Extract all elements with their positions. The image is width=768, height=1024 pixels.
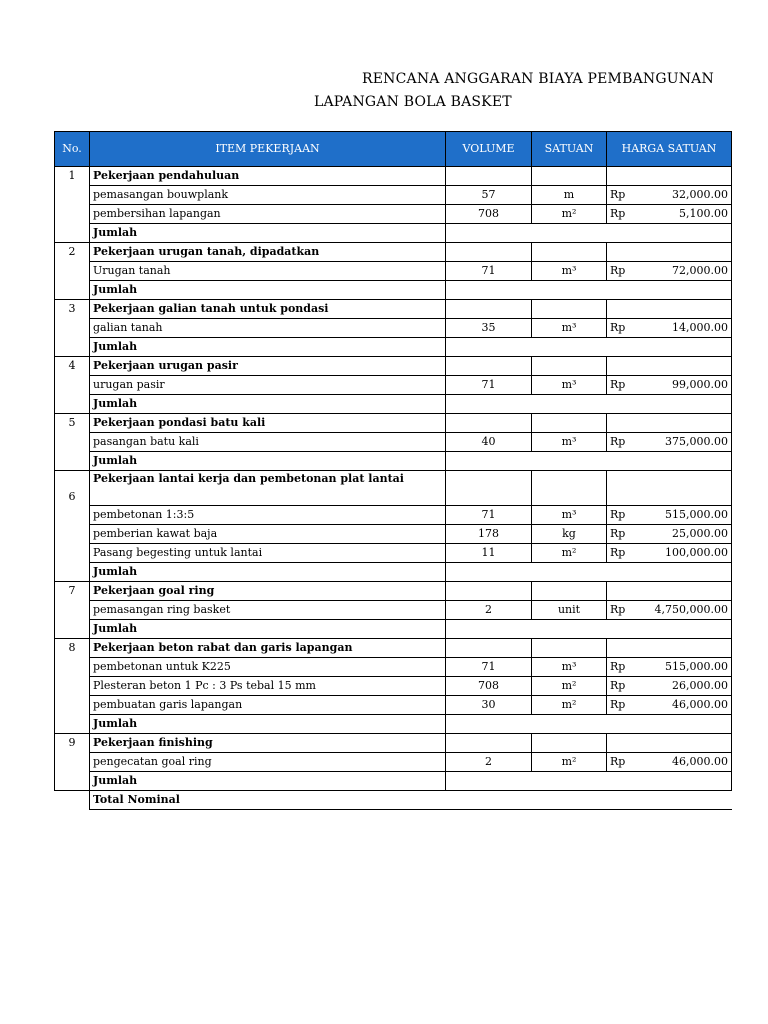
item-name: Plesteran beton 1 Pc : 3 Ps tebal 15 mm <box>90 677 446 696</box>
item-price-cell <box>607 677 732 696</box>
section-number: 4 <box>55 357 90 376</box>
table-row <box>55 658 732 677</box>
jumlah-value-cell <box>446 772 732 791</box>
section-volume-cell <box>446 734 532 753</box>
item-price: 100,000.00 <box>665 546 728 559</box>
jumlah-value-cell <box>446 452 732 471</box>
table-row <box>55 544 732 563</box>
jumlah-value-cell <box>446 338 732 357</box>
currency-label: Rp <box>610 603 626 616</box>
section-title: Pekerjaan finishing <box>90 734 446 753</box>
price-wrap <box>610 753 728 771</box>
row-number-cell <box>55 601 90 620</box>
jumlah-label: Jumlah <box>90 338 446 357</box>
jumlah-label: Jumlah <box>90 452 446 471</box>
jumlah-value-cell <box>446 281 732 300</box>
price-wrap <box>610 525 728 543</box>
item-name: Pasang begesting untuk lantai <box>90 544 446 563</box>
header-no: No. <box>55 132 90 167</box>
price-wrap <box>610 205 728 223</box>
price-wrap <box>610 658 728 676</box>
jumlah-row <box>55 620 732 639</box>
table-row <box>55 262 732 281</box>
section-price-cell <box>607 734 732 753</box>
section-number: 8 <box>55 639 90 658</box>
item-volume: 71 <box>446 506 532 525</box>
jumlah-row <box>55 281 732 300</box>
item-price-cell <box>607 753 732 772</box>
table-header-row <box>55 132 732 167</box>
item-price: 14,000.00 <box>672 321 728 334</box>
currency-label: Rp <box>610 660 626 673</box>
item-price-cell <box>607 319 732 338</box>
section-number: 6 <box>55 471 90 506</box>
section-row <box>55 243 732 262</box>
item-volume: 71 <box>446 658 532 677</box>
total-label: Total Nominal <box>90 791 446 810</box>
section-title: Pekerjaan galian tanah untuk pondasi <box>90 300 446 319</box>
item-volume: 35 <box>446 319 532 338</box>
price-wrap <box>610 433 728 451</box>
item-volume: 30 <box>446 696 532 715</box>
table-row <box>55 376 732 395</box>
table-row <box>55 186 732 205</box>
section-price-cell <box>607 471 732 506</box>
jumlah-value-cell <box>446 395 732 414</box>
section-row <box>55 167 732 186</box>
currency-label: Rp <box>610 546 626 559</box>
section-volume-cell <box>446 582 532 601</box>
table-row <box>55 677 732 696</box>
total-value-cell <box>446 791 732 810</box>
section-unit-cell <box>532 639 607 658</box>
budget-table <box>54 131 732 810</box>
row-number-cell <box>55 772 90 791</box>
section-volume-cell <box>446 414 532 433</box>
row-number-cell <box>55 319 90 338</box>
section-price-cell <box>607 582 732 601</box>
item-unit: m³ <box>532 262 607 281</box>
item-unit: m³ <box>532 658 607 677</box>
section-volume-cell <box>446 639 532 658</box>
section-unit-cell <box>532 357 607 376</box>
row-number-cell <box>55 696 90 715</box>
item-name: urugan pasir <box>90 376 446 395</box>
price-wrap <box>610 376 728 394</box>
section-volume-cell <box>446 300 532 319</box>
item-name: pengecatan goal ring <box>90 753 446 772</box>
item-price-cell <box>607 262 732 281</box>
section-row <box>55 471 732 506</box>
item-unit: unit <box>532 601 607 620</box>
currency-label: Rp <box>610 378 626 391</box>
item-price-cell <box>607 601 732 620</box>
item-price: 99,000.00 <box>672 378 728 391</box>
section-number: 5 <box>55 414 90 433</box>
section-unit-cell <box>532 243 607 262</box>
item-unit: kg <box>532 525 607 544</box>
currency-label: Rp <box>610 435 626 448</box>
price-wrap <box>610 601 728 619</box>
item-price-cell <box>607 544 732 563</box>
item-name: pemasangan ring basket <box>90 601 446 620</box>
jumlah-value-cell <box>446 224 732 243</box>
section-volume-cell <box>446 167 532 186</box>
total-spacer <box>55 791 90 810</box>
section-title: Pekerjaan beton rabat dan garis lapangan <box>90 639 446 658</box>
section-price-cell <box>607 357 732 376</box>
item-price-cell <box>607 376 732 395</box>
currency-label: Rp <box>610 207 626 220</box>
item-volume: 2 <box>446 601 532 620</box>
item-volume: 40 <box>446 433 532 452</box>
row-number-cell <box>55 262 90 281</box>
section-volume-cell <box>446 357 532 376</box>
item-price-cell <box>607 525 732 544</box>
item-price: 32,000.00 <box>672 188 728 201</box>
currency-label: Rp <box>610 698 626 711</box>
row-number-cell <box>55 658 90 677</box>
section-number: 7 <box>55 582 90 601</box>
item-unit: m³ <box>532 319 607 338</box>
item-price-cell <box>607 506 732 525</box>
price-wrap <box>610 262 728 280</box>
currency-label: Rp <box>610 264 626 277</box>
price-wrap <box>610 319 728 337</box>
section-number: 3 <box>55 300 90 319</box>
row-number-cell <box>55 525 90 544</box>
section-row <box>55 639 732 658</box>
currency-label: Rp <box>610 527 626 540</box>
price-wrap <box>610 677 728 695</box>
currency-label: Rp <box>610 508 626 521</box>
item-price: 4,750,000.00 <box>654 603 728 616</box>
jumlah-label: Jumlah <box>90 281 446 300</box>
price-wrap <box>610 544 728 562</box>
item-volume: 57 <box>446 186 532 205</box>
table-row <box>55 433 732 452</box>
row-number-cell <box>55 506 90 525</box>
section-row <box>55 414 732 433</box>
item-volume: 2 <box>446 753 532 772</box>
section-number: 9 <box>55 734 90 753</box>
row-number-cell <box>55 753 90 772</box>
section-title: Pekerjaan lantai kerja dan pembetonan plat lantai <box>90 471 446 506</box>
item-price-cell <box>607 186 732 205</box>
section-row <box>55 300 732 319</box>
jumlah-label: Jumlah <box>90 620 446 639</box>
row-number-cell <box>55 205 90 224</box>
section-title: Pekerjaan pondasi batu kali <box>90 414 446 433</box>
section-price-cell <box>607 639 732 658</box>
item-unit: m² <box>532 544 607 563</box>
document-title: RENCANA ANGGARAN BIAYA PEMBANGUNAN <box>362 71 714 87</box>
item-unit: m² <box>532 677 607 696</box>
row-number-cell <box>55 281 90 300</box>
jumlah-row <box>55 452 732 471</box>
row-number-cell <box>55 338 90 357</box>
table-row <box>55 205 732 224</box>
item-unit: m² <box>532 753 607 772</box>
price-wrap <box>610 696 728 714</box>
section-volume-cell <box>446 243 532 262</box>
item-unit: m <box>532 186 607 205</box>
item-name: pembuatan garis lapangan <box>90 696 446 715</box>
jumlah-value-cell <box>446 715 732 734</box>
jumlah-label: Jumlah <box>90 772 446 791</box>
jumlah-label: Jumlah <box>90 563 446 582</box>
section-row <box>55 357 732 376</box>
currency-label: Rp <box>610 679 626 692</box>
row-number-cell <box>55 376 90 395</box>
header-harga-satuan: HARGA SATUAN <box>607 132 732 167</box>
item-name: pembersihan lapangan <box>90 205 446 224</box>
document-subtitle: LAPANGAN BOLA BASKET <box>314 94 512 110</box>
item-price-cell <box>607 696 732 715</box>
item-price: 46,000.00 <box>672 755 728 768</box>
section-unit-cell <box>532 167 607 186</box>
item-price-cell <box>607 658 732 677</box>
item-volume: 178 <box>446 525 532 544</box>
jumlah-row <box>55 715 732 734</box>
row-number-cell <box>55 563 90 582</box>
item-name: Urugan tanah <box>90 262 446 281</box>
row-number-cell <box>55 452 90 471</box>
table-row <box>55 506 732 525</box>
row-number-cell <box>55 620 90 639</box>
jumlah-value-cell <box>446 620 732 639</box>
item-price: 25,000.00 <box>672 527 728 540</box>
currency-label: Rp <box>610 321 626 334</box>
section-price-cell <box>607 414 732 433</box>
section-price-cell <box>607 243 732 262</box>
header-volume: VOLUME <box>446 132 532 167</box>
item-volume: 11 <box>446 544 532 563</box>
item-price: 5,100.00 <box>679 207 728 220</box>
price-wrap <box>610 186 728 204</box>
row-number-cell <box>55 715 90 734</box>
section-title: Pekerjaan goal ring <box>90 582 446 601</box>
item-name: pemberian kawat baja <box>90 525 446 544</box>
currency-label: Rp <box>610 188 626 201</box>
jumlah-row <box>55 224 732 243</box>
section-title: Pekerjaan urugan tanah, dipadatkan <box>90 243 446 262</box>
item-name: galian tanah <box>90 319 446 338</box>
item-volume: 71 <box>446 262 532 281</box>
header-item: ITEM PEKERJAAN <box>90 132 446 167</box>
row-number-cell <box>55 433 90 452</box>
table-row <box>55 696 732 715</box>
section-title: Pekerjaan pendahuluan <box>90 167 446 186</box>
item-name: pembetonan untuk K225 <box>90 658 446 677</box>
item-name: pasangan batu kali <box>90 433 446 452</box>
row-number-cell <box>55 395 90 414</box>
row-number-cell <box>55 677 90 696</box>
section-row <box>55 734 732 753</box>
table-row <box>55 319 732 338</box>
row-number-cell <box>55 224 90 243</box>
jumlah-value-cell <box>446 563 732 582</box>
section-volume-cell <box>446 471 532 506</box>
item-name: pemasangan bouwplank <box>90 186 446 205</box>
jumlah-row <box>55 563 732 582</box>
section-number: 2 <box>55 243 90 262</box>
item-volume: 708 <box>446 205 532 224</box>
total-row <box>55 791 732 810</box>
currency-label: Rp <box>610 755 626 768</box>
row-number-cell <box>55 186 90 205</box>
item-price: 26,000.00 <box>672 679 728 692</box>
item-volume: 708 <box>446 677 532 696</box>
item-name: pembetonan 1:3:5 <box>90 506 446 525</box>
section-unit-cell <box>532 734 607 753</box>
price-wrap <box>610 506 728 524</box>
item-price: 46,000.00 <box>672 698 728 711</box>
table-row <box>55 525 732 544</box>
item-unit: m³ <box>532 376 607 395</box>
item-price: 375,000.00 <box>665 435 728 448</box>
item-unit: m² <box>532 696 607 715</box>
section-unit-cell <box>532 582 607 601</box>
item-price: 72,000.00 <box>672 264 728 277</box>
jumlah-row <box>55 395 732 414</box>
table-body <box>55 167 732 810</box>
row-number-cell <box>55 544 90 563</box>
header-satuan: SATUAN <box>532 132 607 167</box>
section-unit-cell <box>532 471 607 506</box>
section-price-cell <box>607 300 732 319</box>
jumlah-label: Jumlah <box>90 715 446 734</box>
section-number: 1 <box>55 167 90 186</box>
item-price: 515,000.00 <box>665 660 728 673</box>
item-price: 515,000.00 <box>665 508 728 521</box>
item-unit: m³ <box>532 506 607 525</box>
item-price-cell <box>607 205 732 224</box>
section-row <box>55 582 732 601</box>
section-unit-cell <box>532 300 607 319</box>
item-volume: 71 <box>446 376 532 395</box>
jumlah-row <box>55 772 732 791</box>
section-price-cell <box>607 167 732 186</box>
table-row <box>55 601 732 620</box>
item-price-cell <box>607 433 732 452</box>
table-row <box>55 753 732 772</box>
item-unit: m³ <box>532 433 607 452</box>
jumlah-label: Jumlah <box>90 395 446 414</box>
item-unit: m² <box>532 205 607 224</box>
jumlah-row <box>55 338 732 357</box>
section-title: Pekerjaan urugan pasir <box>90 357 446 376</box>
jumlah-label: Jumlah <box>90 224 446 243</box>
section-unit-cell <box>532 414 607 433</box>
